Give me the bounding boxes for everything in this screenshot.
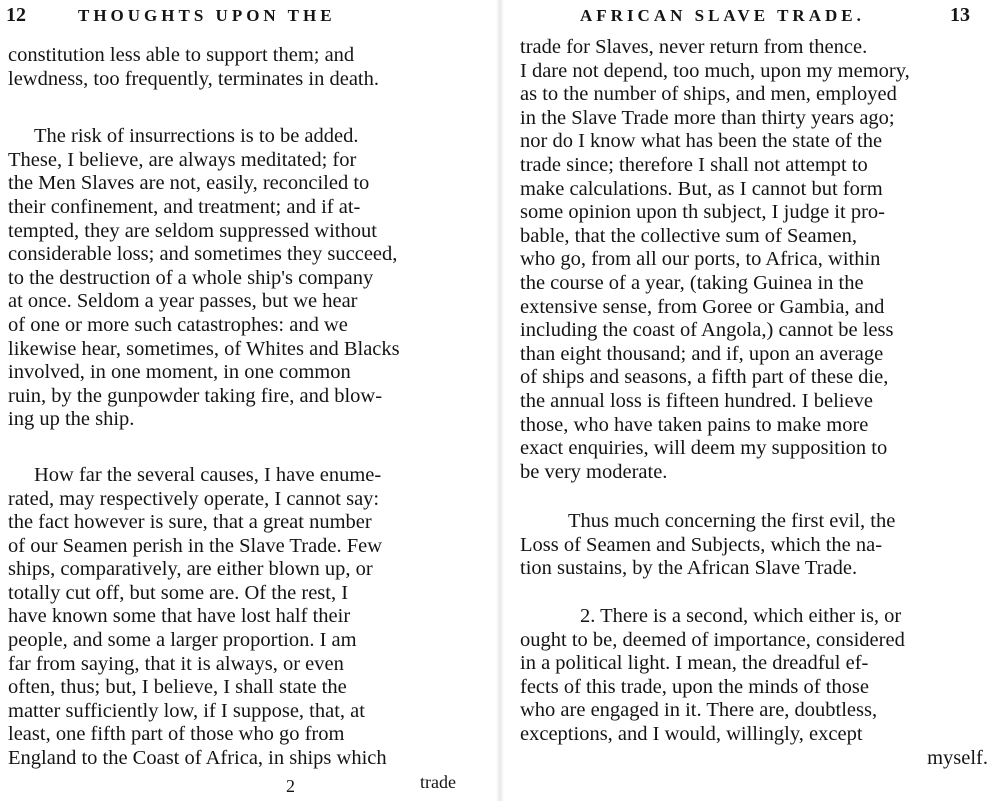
- text-line: have known some that have lost half their: [8, 605, 351, 628]
- text-line: I dare not depend, too much, upon my memory,: [520, 59, 910, 82]
- text-line: totally cut off, but some are. Of the rest, I: [8, 581, 349, 604]
- text-line: These, I believe, are always meditated; for: [8, 148, 357, 171]
- text-line: ruin, by the gunpowder taking fire, and blow-: [8, 384, 383, 407]
- text-line: ought to be, deemed of importance, considered: [520, 628, 905, 651]
- text-line: in a political light. I mean, the dreadful ef-: [520, 652, 869, 675]
- text-line: Loss of Seamen and Subjects, which the na-: [520, 533, 883, 556]
- text-line: be very moderate.: [520, 460, 668, 483]
- text-line: tion sustains, by the African Slave Trade.: [520, 557, 858, 580]
- right-page: [508, 0, 1000, 801]
- text-line: in the Slave Trade more than thirty years ago;: [520, 106, 895, 129]
- text-line: The risk of insurrections is to be added.: [34, 125, 359, 148]
- text-line: England to the Coast of Africa, in ships which: [8, 747, 387, 770]
- right-text-block: [520, 36, 992, 770]
- text-line: extensive sense, from Goree or Gambia, and: [520, 295, 885, 318]
- text-line: to the destruction of a whole ship's company: [8, 266, 374, 289]
- text-line: the course of a year, (taking Guinea in the: [520, 271, 864, 294]
- text-line: than eight thousand; and if, upon an average: [520, 342, 884, 365]
- text-line: matter sufficiently low, if I suppose, that, at: [8, 699, 365, 722]
- left-text-block: [8, 44, 478, 771]
- paragraph: [8, 464, 478, 771]
- text-line: ing up the ship.: [8, 408, 135, 431]
- right-page-number: 13: [950, 4, 970, 26]
- text-line: of one or more such catastrophes: and we: [8, 313, 348, 336]
- text-line: exact enquiries, will deem my supposition to: [520, 437, 888, 460]
- paragraph: [8, 125, 478, 432]
- paragraph-gap: [8, 91, 478, 125]
- paragraph: [520, 36, 992, 484]
- text-line: Thus much concerning the first evil, the: [568, 510, 896, 533]
- text-line: the annual loss is fifteen hundred. I believe: [520, 389, 873, 412]
- text-line: rated, may respectively operate, I cannot say:: [8, 487, 380, 510]
- right-running-head: AFRICAN SLAVE TRADE.: [580, 6, 865, 25]
- paragraph: [520, 510, 992, 581]
- paragraph: [8, 44, 478, 91]
- text-line: the fact however is sure, that a great number: [8, 511, 372, 534]
- text-line: as to the number of ships, and men, employed: [520, 83, 897, 106]
- paragraph-gap: [520, 484, 992, 510]
- left-page: [0, 0, 492, 801]
- text-line: who are engaged in it. There are, doubtless,: [520, 699, 878, 722]
- left-signature-mark: 2: [286, 776, 295, 796]
- text-line: at once. Seldom a year passes, but we hear: [8, 290, 358, 313]
- text-line: those, who have taken pains to make more: [520, 413, 869, 436]
- text-line: likewise hear, sometimes, of Whites and Blacks: [8, 337, 400, 360]
- book-gutter: [496, 0, 504, 801]
- text-line: their confinement, and treatment; and if at-: [8, 195, 361, 218]
- text-line: myself.: [927, 746, 988, 769]
- text-line: nor do I know what has been the state of the: [520, 130, 883, 153]
- text-line: exceptions, and I would, willingly, except: [520, 723, 863, 746]
- left-page-number: 12: [6, 4, 26, 26]
- text-line: some opinion upon th subject, I judge it pro-: [520, 201, 885, 224]
- text-line: including the coast of Angola,) cannot be less: [520, 319, 894, 342]
- text-line: of ships and seasons, a fifth part of these die,: [520, 366, 889, 389]
- left-running-head: THOUGHTS UPON THE: [78, 6, 336, 25]
- text-line: constitution less able to support them; and: [8, 44, 355, 66]
- text-line: involved, in one moment, in one common: [8, 361, 351, 384]
- text-line: the Men Slaves are not, easily, reconciled to: [8, 172, 370, 195]
- text-line: ships, comparatively, are either blown up, or: [8, 558, 373, 581]
- text-line: lewdness, too frequently, terminates in death.: [8, 67, 379, 90]
- paragraph-gap: [520, 581, 992, 605]
- text-line: of our Seamen perish in the Slave Trade. Few: [8, 534, 383, 557]
- text-line: often, thus; but, I believe, I shall state the: [8, 676, 347, 699]
- text-line: far from saying, that it is always, or even: [8, 652, 344, 675]
- text-line: trade for Slaves, never return from thence.: [520, 36, 868, 58]
- paragraph: [520, 605, 992, 770]
- text-line: bable, that the collective sum of Seamen,: [520, 224, 857, 247]
- text-line: make calculations. But, as I cannot but form: [520, 177, 883, 200]
- left-catchword: trade: [420, 772, 456, 792]
- text-line: 2. There is a second, which either is, or: [580, 605, 902, 628]
- text-line: tempted, they are seldom suppressed without: [8, 219, 377, 242]
- text-line: How far the several causes, I have enume-: [34, 463, 382, 486]
- text-line: least, one fifth part of those who go from: [8, 723, 345, 746]
- text-line: who go, from all our ports, to Africa, within: [520, 248, 881, 271]
- text-line: people, and some a larger proportion. I am: [8, 629, 357, 652]
- text-line: trade since; therefore I shall not attempt to: [520, 153, 868, 176]
- text-line: fects of this trade, upon the minds of those: [520, 675, 870, 698]
- text-line: considerable loss; and sometimes they succeed,: [8, 243, 398, 266]
- paragraph-gap: [8, 432, 478, 464]
